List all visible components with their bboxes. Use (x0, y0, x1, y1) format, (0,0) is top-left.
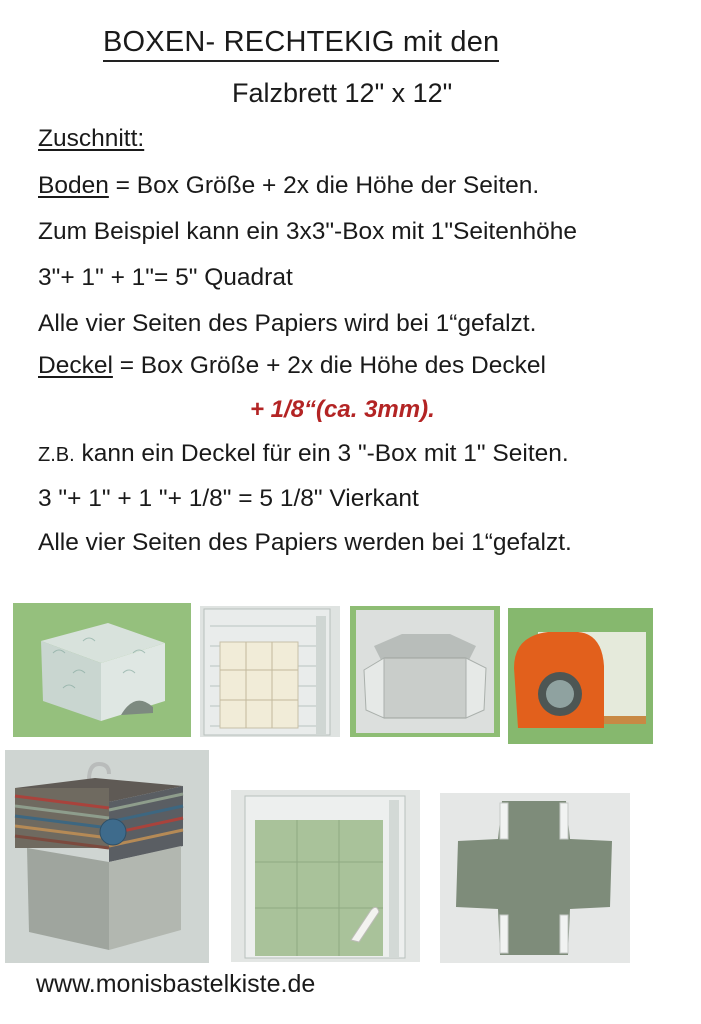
photo-punch-tool (508, 608, 653, 744)
photo-folded-base (350, 606, 500, 737)
photo-green-board (231, 790, 420, 962)
text-line-zb (38, 440, 569, 468)
striped-box-illustration (5, 750, 209, 963)
text-line-boden (38, 172, 539, 200)
text-line-falz2: Alle vier Seiten des Papiers werden bei 1“gefalzt. (38, 529, 572, 556)
deckel-text: = Box Größe + 2x die Höhe des Deckel (112, 352, 546, 379)
deckel-label: Deckel (38, 352, 113, 379)
text-line-rechnung1: 3"+ 1" + 1"= 5" Quadrat (38, 264, 293, 291)
page-subtitle: Falzbrett 12" x 12" (232, 78, 453, 108)
green-board-illustration (231, 790, 420, 962)
folded-base-illustration (350, 606, 500, 737)
text-line-deckel (38, 352, 546, 380)
zb-label: Z.B. (38, 444, 75, 466)
zb-text: kann ein Deckel für ein 3 "-Box mit 1" Seiten. (74, 440, 569, 467)
text-line-deckel-extra: + 1/8“(ca. 3mm). (250, 396, 435, 423)
photo-box-net (440, 793, 630, 963)
page-title: BOXEN- RECHTEKIG mit den (103, 26, 499, 62)
boden-text: = Box Größe + 2x die Höhe der Seiten. (108, 172, 540, 199)
scoring-board-illustration (200, 606, 340, 737)
photo-finished-box (13, 603, 191, 737)
text-line-rechnung2: 3 "+ 1" + 1 "+ 1/8" = 5 1/8" Vierkant (38, 485, 419, 512)
boden-label: Boden (38, 172, 109, 199)
section-heading-zuschnitt: Zuschnitt: (38, 125, 145, 152)
text-line-falz1: Alle vier Seiten des Papiers wird bei 1“gefalzt. (38, 310, 537, 337)
text-line-beispiel: Zum Beispiel kann ein 3x3"-Box mit 1"Seitenhöhe (38, 218, 577, 245)
box-net-illustration (440, 793, 630, 963)
photo-scoring-board (200, 606, 340, 737)
punch-tool-illustration (508, 608, 653, 744)
website-url[interactable]: www.monisbastelkiste.de (36, 970, 316, 998)
photo-striped-box (5, 750, 209, 963)
box-illustration (13, 603, 191, 737)
